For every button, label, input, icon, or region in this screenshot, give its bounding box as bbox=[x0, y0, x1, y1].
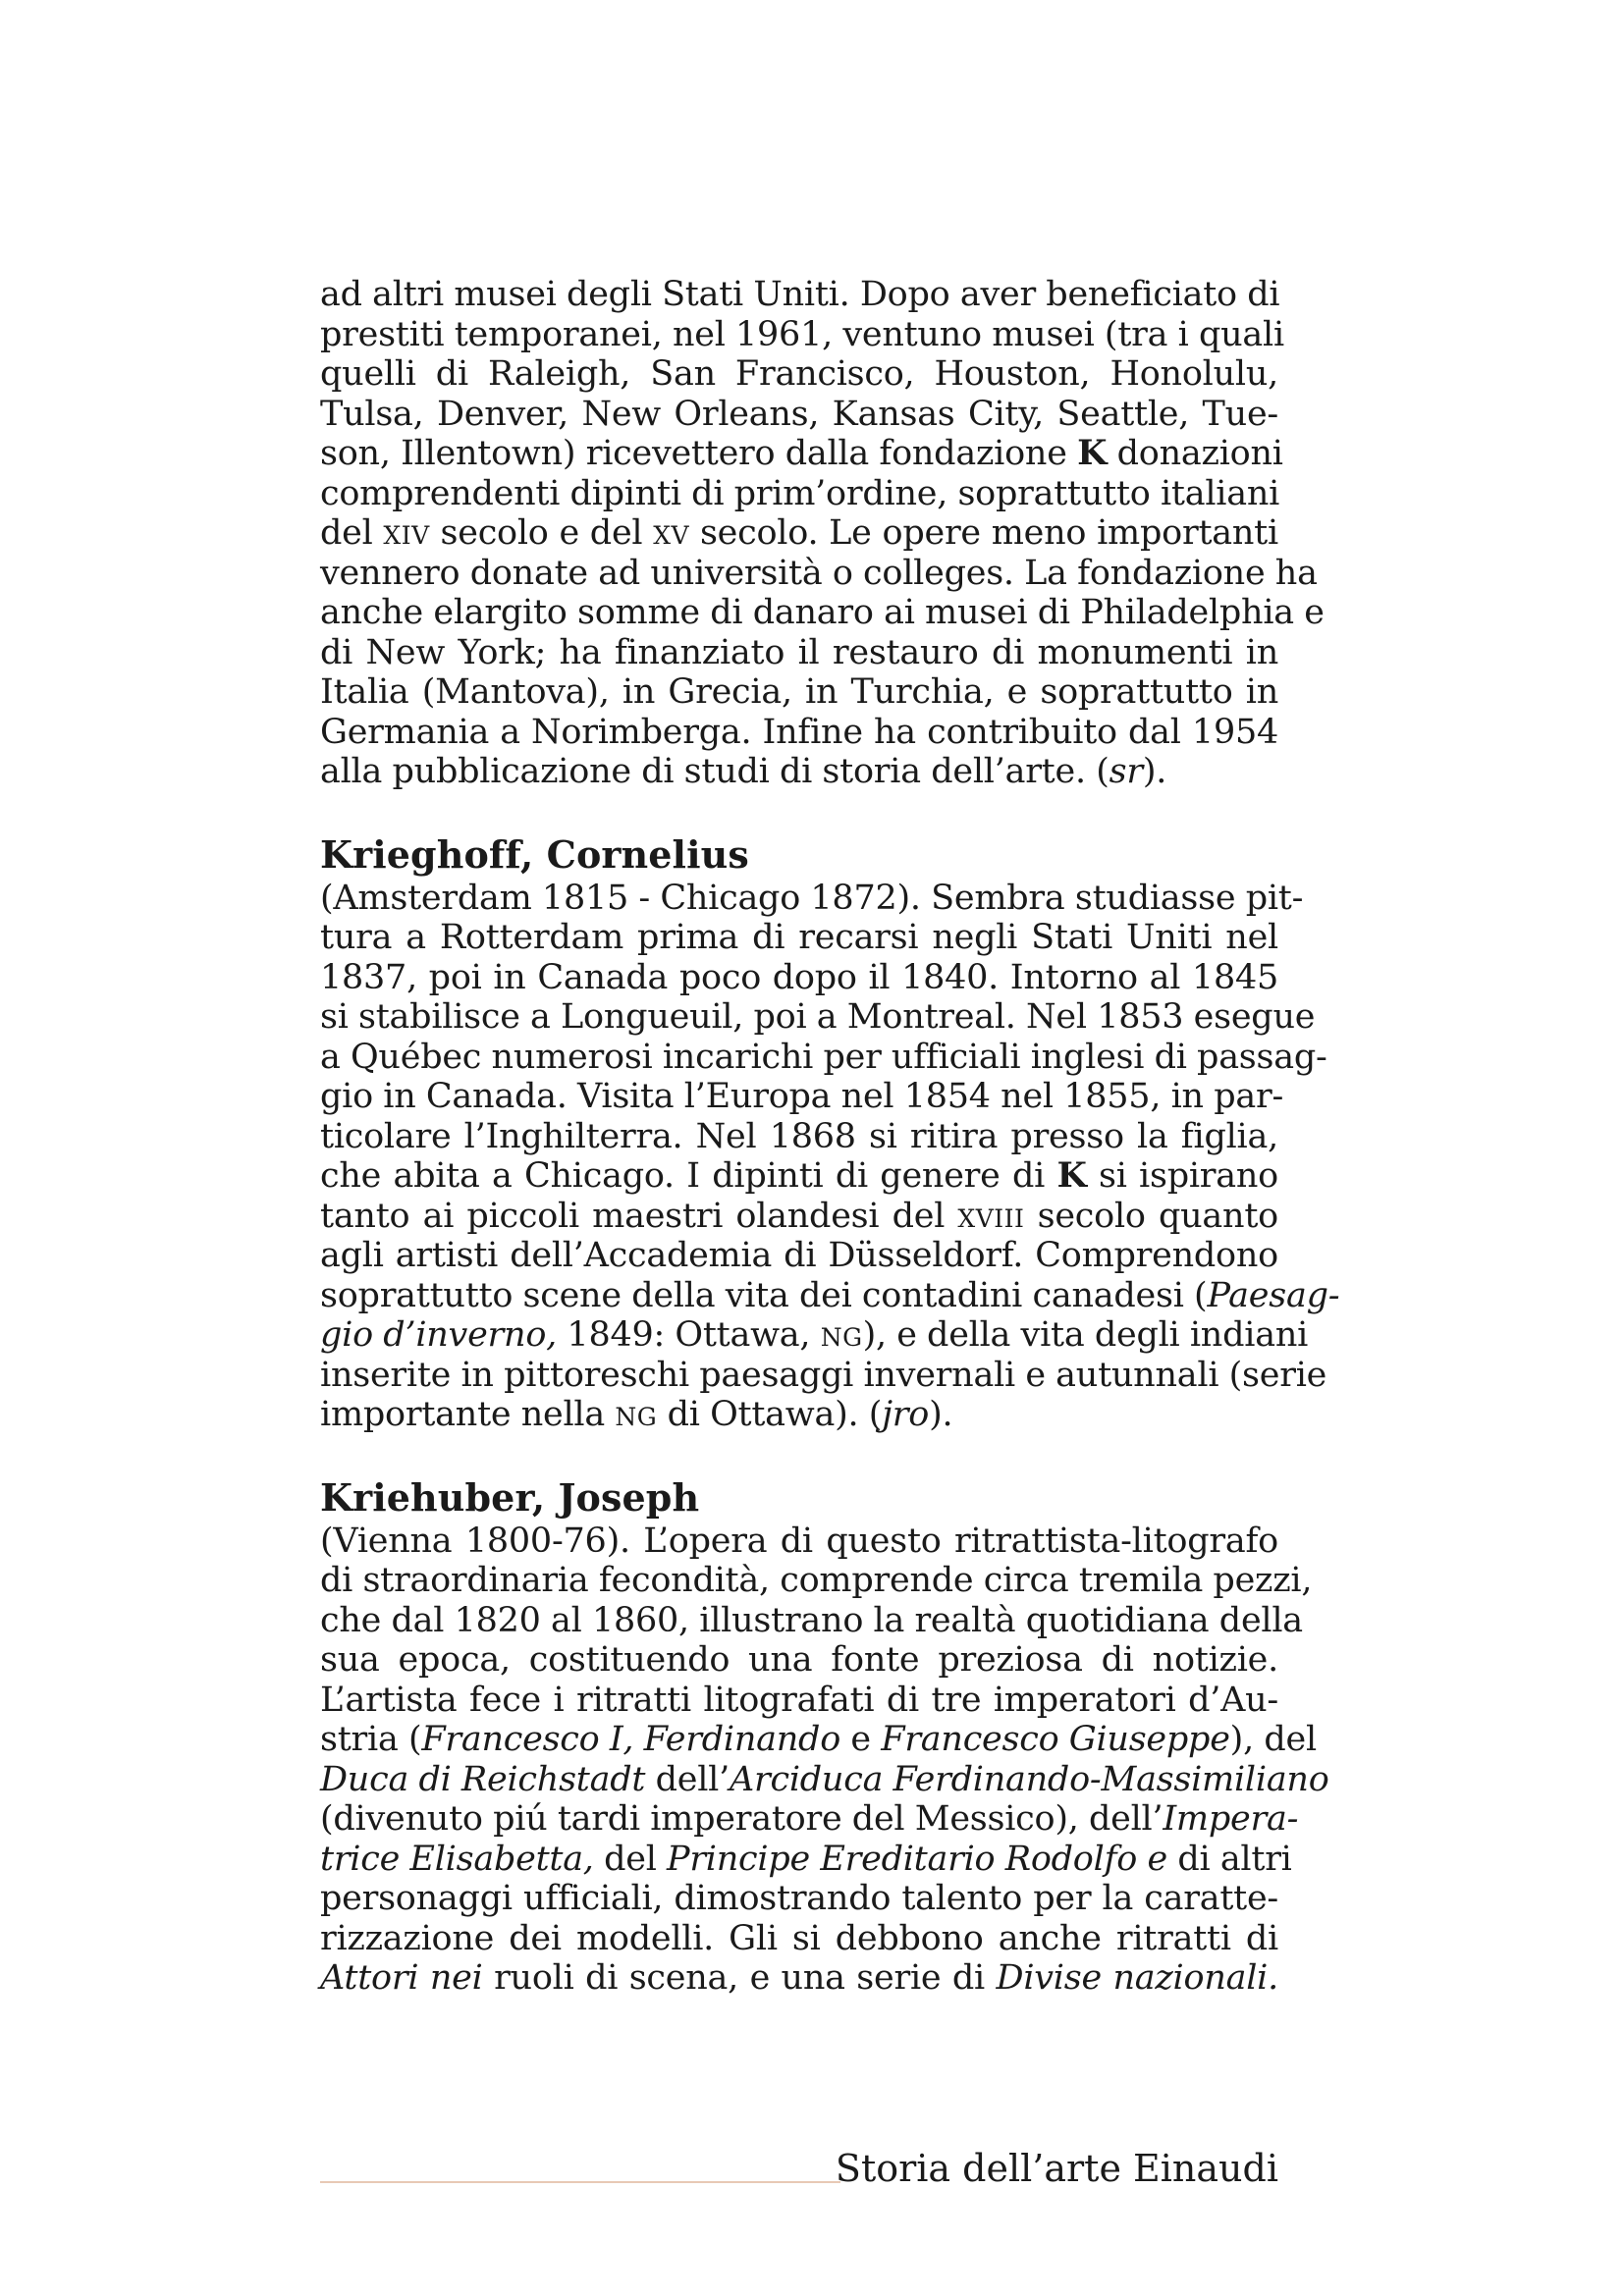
text-line: 1837, poi in Canada poco dopo il 1840. Intorno al 1845 bbox=[320, 957, 1278, 997]
text-line: vennero donate ad università o colleges. La fondazione ha bbox=[320, 553, 1318, 593]
century-numeral: xv bbox=[653, 513, 690, 553]
century-numeral: xiv bbox=[383, 513, 430, 553]
text-line: che dal 1820 al 1860, illustrano la realtà quotidiana della bbox=[320, 1600, 1303, 1640]
entry-body bbox=[320, 878, 1340, 1435]
text-line: personaggi ufficiali, dimostrando talento per la caratte- bbox=[320, 1879, 1278, 1918]
text-line: gio d’inverno, 1849: Ottawa, ng), e della vita degli indiani bbox=[320, 1315, 1309, 1355]
text-line: son, Illentown) ricevettero dalla fondazione K donazioni bbox=[320, 433, 1283, 473]
century-numeral: xviii bbox=[957, 1196, 1025, 1236]
artwork-title: Arciduca Ferdinando-Massimiliano bbox=[729, 1759, 1329, 1799]
artwork-title: Attori nei bbox=[320, 1958, 483, 1998]
entry-heading: Krieghoff, Cornelius bbox=[320, 831, 749, 877]
text-line: (Vienna 1800-76). L’opera di questo ritrattista-litografo bbox=[320, 1521, 1278, 1561]
text-line: a Québec numerosi incarichi per ufficiali inglesi di passag- bbox=[320, 1037, 1327, 1077]
text-line: ticolare l’Inghilterra. Nel 1868 si ritira presso la figlia, bbox=[320, 1116, 1278, 1156]
text-line: stria (Francesco I, Ferdinando e Francesco Giuseppe), del bbox=[320, 1720, 1317, 1759]
footer-rule bbox=[320, 2181, 840, 2183]
text-line: L’artista fece i ritratti litografati di tre imperatori d’Au- bbox=[320, 1680, 1278, 1720]
entry-body bbox=[320, 1521, 1329, 1999]
page-content bbox=[320, 275, 1340, 1999]
text-line: prestiti temporanei, nel 1961, ventuno musei (tra i quali bbox=[320, 314, 1284, 354]
text-line: tanto ai piccoli maestri olandesi del xviii secolo quanto bbox=[320, 1196, 1278, 1236]
entry-heading: Kriehuber, Joseph bbox=[320, 1474, 700, 1520]
text-line: comprendenti dipinti di prim’ordine, soprattutto italiani bbox=[320, 473, 1280, 513]
text-line: gio in Canada. Visita l’Europa nel 1854 nel 1855, in par- bbox=[320, 1077, 1284, 1116]
artwork-title: trice Elisabetta, bbox=[320, 1839, 594, 1879]
artwork-title: Francesco Giuseppe bbox=[881, 1720, 1230, 1759]
museum-abbrev: ng bbox=[615, 1395, 658, 1434]
text-line: del xiv secolo e del xv secolo. Le opere meno importanti bbox=[320, 513, 1278, 553]
text-line: di New York; ha finanziato il restauro di monumenti in bbox=[320, 632, 1278, 672]
text-line: inserite in pittoreschi paesaggi invernali e autunnali (serie bbox=[320, 1355, 1327, 1395]
text-line: sua epoca, costituendo una fonte preziosa di notizie. bbox=[320, 1640, 1278, 1680]
author-initials: jro bbox=[882, 1395, 930, 1434]
artwork-title: Divise nazionali. bbox=[996, 1958, 1278, 1998]
text-line: di straordinaria fecondità, comprende circa tremila pezzi, bbox=[320, 1561, 1313, 1600]
entry-kriehuber bbox=[320, 1474, 1329, 1999]
museum-abbrev: ng bbox=[820, 1315, 863, 1355]
text-line: anche elargito somme di danaro ai musei di Philadelphia e bbox=[320, 593, 1325, 632]
page-footer bbox=[320, 2144, 1278, 2203]
text-line: Italia (Mantova), in Grecia, in Turchia, e soprattutto in bbox=[320, 672, 1278, 712]
intro-paragraph bbox=[320, 275, 1325, 792]
text-line: ad altri musei degli Stati Uniti. Dopo aver beneficiato di bbox=[320, 275, 1280, 314]
text-line: importante nella ng di Ottawa). (jro). bbox=[320, 1395, 953, 1434]
author-abbrev: K bbox=[1056, 1155, 1087, 1196]
artwork-title: Francesco I, Ferdinando bbox=[421, 1720, 841, 1759]
artwork-title: Duca di Reichstadt bbox=[320, 1759, 646, 1799]
footer-title: Storia dell’arte Einaudi bbox=[835, 2147, 1278, 2190]
text-line: rizzazione dei modelli. Gli si debbono anche ritratti di bbox=[320, 1918, 1278, 1958]
author-abbrev: K bbox=[1077, 433, 1108, 473]
artwork-title: Impera- bbox=[1163, 1799, 1299, 1839]
text-line: Germania a Norimberga. Infine ha contribuito dal 1954 bbox=[320, 712, 1278, 752]
text-line: (Amsterdam 1815 - Chicago 1872). Sembra studiasse pit- bbox=[320, 878, 1304, 918]
text-line: Tulsa, Denver, New Orleans, Kansas City, Seattle, Tue- bbox=[320, 394, 1278, 434]
artwork-title: gio d’inverno, bbox=[320, 1315, 558, 1355]
text-line: soprattutto scene della vita dei contadini canadesi (Paesag- bbox=[320, 1275, 1340, 1315]
artwork-title: Principe Ereditario Rodolfo e bbox=[667, 1839, 1167, 1879]
text-line: Duca di Reichstadt dell’Arciduca Ferdinando-Massimiliano bbox=[320, 1759, 1329, 1799]
text-line: alla pubblicazione di studi di storia dell’arte. (sr). bbox=[320, 752, 1167, 791]
text-line: trice Elisabetta, del Principe Ereditario Rodolfo e di altri bbox=[320, 1839, 1292, 1879]
text-line: (divenuto piú tardi imperatore del Messico), dell’Impera- bbox=[320, 1799, 1299, 1839]
text-line: che abita a Chicago. I dipinti di genere di K si ispirano bbox=[320, 1155, 1278, 1196]
text-line: quelli di Raleigh, San Francisco, Houston, Honolulu, bbox=[320, 354, 1278, 394]
text-line: Attori nei ruoli di scena, e una serie di Divise nazionali. bbox=[320, 1958, 1278, 1998]
entry-krieghoff bbox=[320, 831, 1340, 1435]
text-line: agli artisti dell’Accademia di Düsseldorf. Comprendono bbox=[320, 1236, 1278, 1275]
text-line: si stabilisce a Longueuil, poi a Montreal. Nel 1853 esegue bbox=[320, 997, 1316, 1037]
artwork-title: Paesag- bbox=[1207, 1275, 1340, 1315]
author-initials: sr bbox=[1109, 752, 1143, 791]
text-line: tura a Rotterdam prima di recarsi negli Stati Uniti nel bbox=[320, 918, 1278, 957]
